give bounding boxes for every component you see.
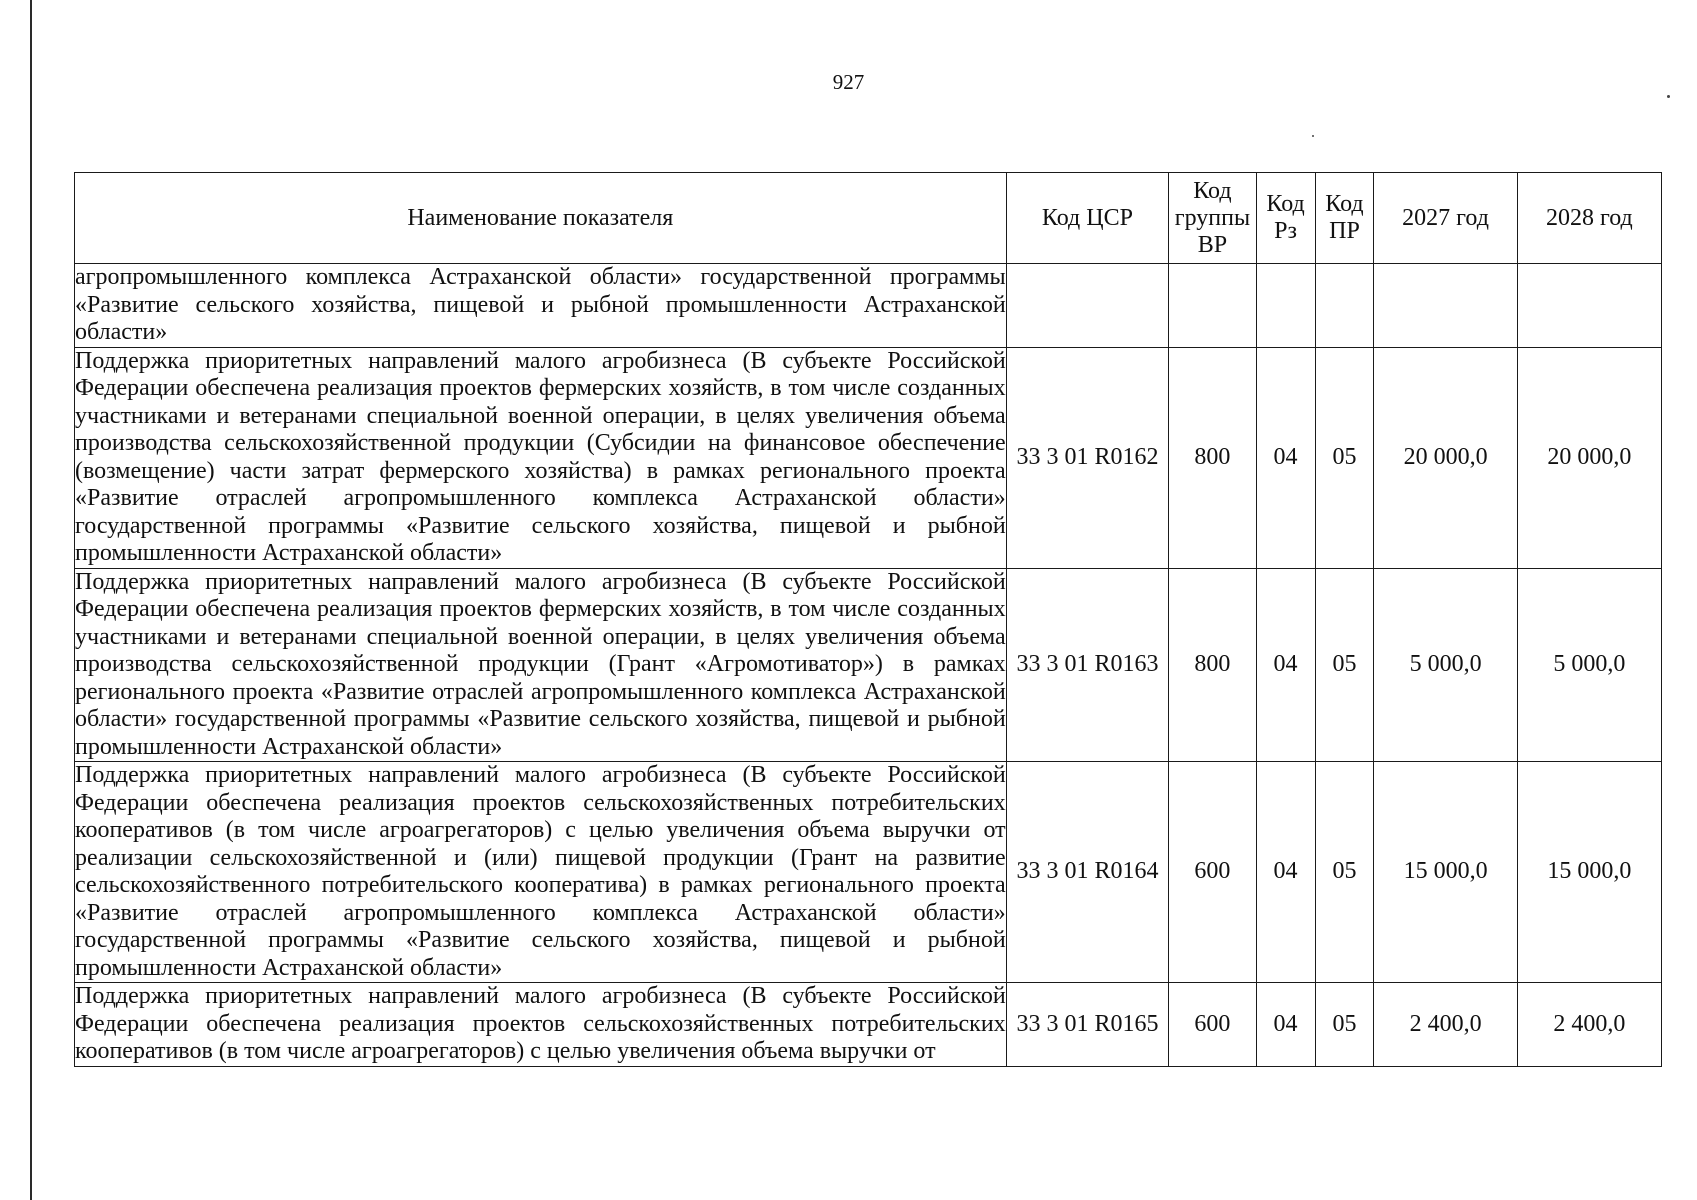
vr-code-cell [1169,264,1256,348]
page-number: 927 [832,70,865,94]
scan-speck [1667,95,1670,98]
pr-code-cell [1315,264,1374,348]
table-row [75,568,1662,762]
amount-2028-cell: 5 000,0 [1517,568,1661,762]
table-row [75,762,1662,983]
indicator-name-cell: Поддержка приоритетных направлений малого агробизнеса (В субъекте Российской Федерации обеспечена реализация проектов фермерских хозяйств, в том числе созданных участниками и ветеранами специальной военной операции, в целях увеличения объема производства сельскохозяйственной продукции (Субсидии на финансовое обеспечение (возмещение) части затрат фермерского хозяйства) в рамках регионального проекта «Развитие отраслей агропромышленного комплекса Астраханской области» государственной программы «Развитие сельского хозяйства, пищевой и рыбной промышленности Астраханской области» [75,347,1006,566]
amount-2028-cell: 2 400,0 [1517,983,1661,1067]
budget-table [74,172,1662,1067]
csr-code-cell: 33 3 01 R0165 [1006,983,1169,1067]
rz-code-cell: 04 [1256,762,1315,983]
rz-code-cell: 04 [1256,347,1315,568]
scan-speck [1312,135,1314,137]
amount-2028-cell: 20 000,0 [1517,347,1661,568]
pr-code-cell: 05 [1315,347,1374,568]
amount-2028-cell: 15 000,0 [1517,762,1661,983]
vr-code-cell: 600 [1169,762,1256,983]
pr-code-cell: 05 [1315,983,1374,1067]
header-rz-code: Код Рз [1256,173,1315,264]
scan-binding-edge [30,0,32,1200]
rz-code-cell: 04 [1256,568,1315,762]
amount-2028-cell [1517,264,1661,348]
amount-2027-cell [1374,264,1517,348]
amount-2027-cell: 20 000,0 [1374,347,1517,568]
table-row [75,264,1662,348]
table-row [75,347,1662,568]
csr-code-cell: 33 3 01 R0163 [1006,568,1169,762]
vr-code-cell: 800 [1169,347,1256,568]
rz-code-cell: 04 [1256,983,1315,1067]
pr-code-cell: 05 [1315,568,1374,762]
header-year-2028: 2028 год [1517,173,1661,264]
amount-2027-cell: 2 400,0 [1374,983,1517,1067]
header-vr-group-code: Код группы ВР [1169,173,1256,264]
header-csr-code: Код ЦСР [1006,173,1169,264]
indicator-name-cell: агропромышленного комплекса Астраханской области» государственной программы «Развитие сельского хозяйства, пищевой и рыбной промышленности Астраханской области» [75,264,1006,345]
header-year-2027: 2027 год [1374,173,1517,264]
table-row [75,983,1662,1067]
indicator-name-cell: Поддержка приоритетных направлений малого агробизнеса (В субъекте Российской Федерации обеспечена реализация проектов сельскохозяйственных потребительских кооперативов (в том числе агроагрегаторов) с целью увеличения объема выручки от [75,983,1006,1064]
amount-2027-cell: 15 000,0 [1374,762,1517,983]
csr-code-cell: 33 3 01 R0162 [1006,347,1169,568]
header-pr-code: Код ПР [1315,173,1374,264]
header-indicator-name: Наименование показателя [75,173,1007,264]
table-header-row [75,173,1662,264]
indicator-name-cell: Поддержка приоритетных направлений малого агробизнеса (В субъекте Российской Федерации обеспечена реализация проектов сельскохозяйственных потребительских кооперативов (в том числе агроагрегаторов) с целью увеличения объема выручки от реализации сельскохозяйственной и (или) пищевой продукции (Грант на развитие сельскохозяйственного потребительского кооператива) в рамках регионального проекта «Развитие отраслей агропромышленного комплекса Астраханской области» государственной программы «Развитие сельского хозяйства, пищевой и рыбной промышленности Астраханской области» [75,762,1006,981]
rz-code-cell [1256,264,1315,348]
pr-code-cell: 05 [1315,762,1374,983]
indicator-name-cell: Поддержка приоритетных направлений малого агробизнеса (В субъекте Российской Федерации обеспечена реализация проектов фермерских хозяйств, в том числе созданных участниками и ветеранами специальной военной операции, в целях увеличения объема производства сельскохозяйственной продукции (Грант «Агромотиватор») в рамках регионального проекта «Развитие отраслей агропромышленного комплекса Астраханской области» государственной программы «Развитие сельского хозяйства, пищевой и рыбной промышленности Астраханской области» [75,568,1006,760]
csr-code-cell [1006,264,1169,348]
amount-2027-cell: 5 000,0 [1374,568,1517,762]
vr-code-cell: 800 [1169,568,1256,762]
vr-code-cell: 600 [1169,983,1256,1067]
csr-code-cell: 33 3 01 R0164 [1006,762,1169,983]
